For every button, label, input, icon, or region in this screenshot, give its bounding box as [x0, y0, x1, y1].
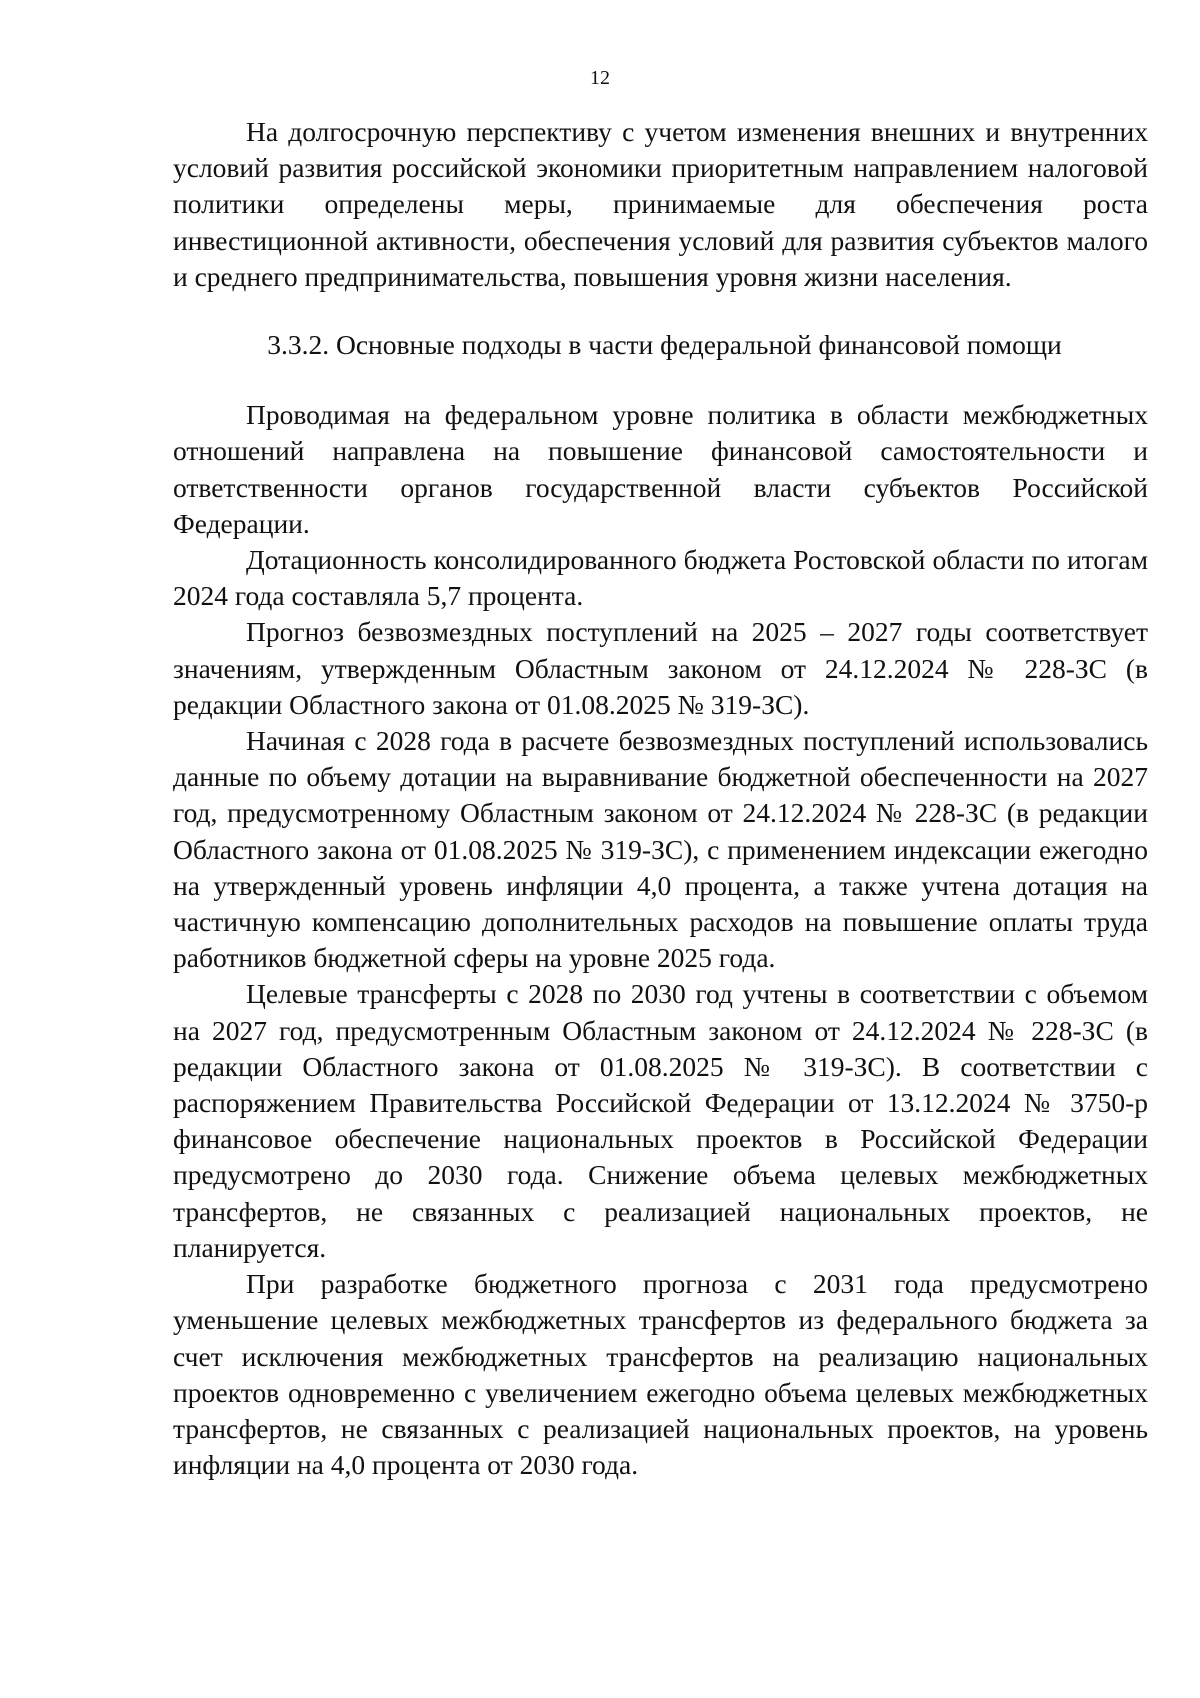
section-heading: 3.3.2. Основные подходы в части федеральной финансовой помощи [267, 329, 1062, 361]
paragraph-from-2028: Начиная с 2028 года в расчете безвозмездных поступлений использовались данные по объему дотации на выравнивание бюджетной обеспеченности на 2027 год, предусмотренному Областным законом от 24.12.2024 № 228-ЗС (в редакции Областного закона от 01.08.2025 № 319-ЗС), с применением индексации ежегодно на утвержденный уровень инфляции 4,0 процента, а также учтена дотация на частичную компенсацию дополнительных расходов на повышение оплаты труда работников бюджетной сферы на уровне 2025 года. [173, 725, 1148, 974]
paragraph-tax-policy: На долгосрочную перспективу с учетом изменения внешних и внутренних условий развития российской экономики приоритетным направлением налоговой политики определены меры, принимаемые для обеспечения роста инвестиционной активности, обеспечения условий для развития субъектов малого и среднего предпринимательства, повышения уровня жизни населения. [173, 116, 1148, 292]
paragraph-subsidy-dependence: Дотационность консолидированного бюджета Ростовской области по итогам 2024 года составляла 5,7 процента. [173, 544, 1148, 612]
paragraph-target-transfers: Целевые трансферты с 2028 по 2030 год учтены в соответствии с объемом на 2027 год, предусмотренным Областным законом от 24.12.2024 № 228-ЗС (в редакции Областного закона от 01.08.2025 № 319-ЗС). В соответствии с распоряжением Правительства Российской Федерации от 13.12.2024 № 3750-р финансовое обеспечение национальных проектов в Российской Федерации предусмотрено до 2030 года. Снижение объема целевых межбюджетных трансфертов, не связанных с реализацией национальных проектов, не планируется. [173, 978, 1148, 1263]
paragraph-interbudget-policy: Проводимая на федеральном уровне политика в области межбюджетных отношений направлена на повышение финансовой самостоятельности и ответственности органов государственной власти субъектов Российской Федерации. [173, 399, 1148, 539]
paragraph-forecast-2025-2027: Прогноз безвозмездных поступлений на 2025 – 2027 годы соответствует значениям, утвержденным Областным законом от 24.12.2024 № 228-ЗС (в редакции Областного закона от 01.08.2025 № 319-ЗС). [173, 616, 1148, 720]
document-body [173, 114, 1148, 1483]
spacer [173, 295, 1148, 327]
paragraph-from-2031: При разработке бюджетного прогноза с 2031 года предусмотрено уменьшение целевых межбюджетных трансфертов из федерального бюджета за счет исключения межбюджетных трансфертов на реализацию национальных проектов одновременно с увеличением ежегодно объема целевых межбюджетных трансфертов, не связанных с реализацией национальных проектов, на уровень инфляции на 4,0 процента от 2030 года. [173, 1268, 1148, 1481]
page-number: 12 [590, 67, 610, 89]
spacer [173, 363, 1148, 397]
